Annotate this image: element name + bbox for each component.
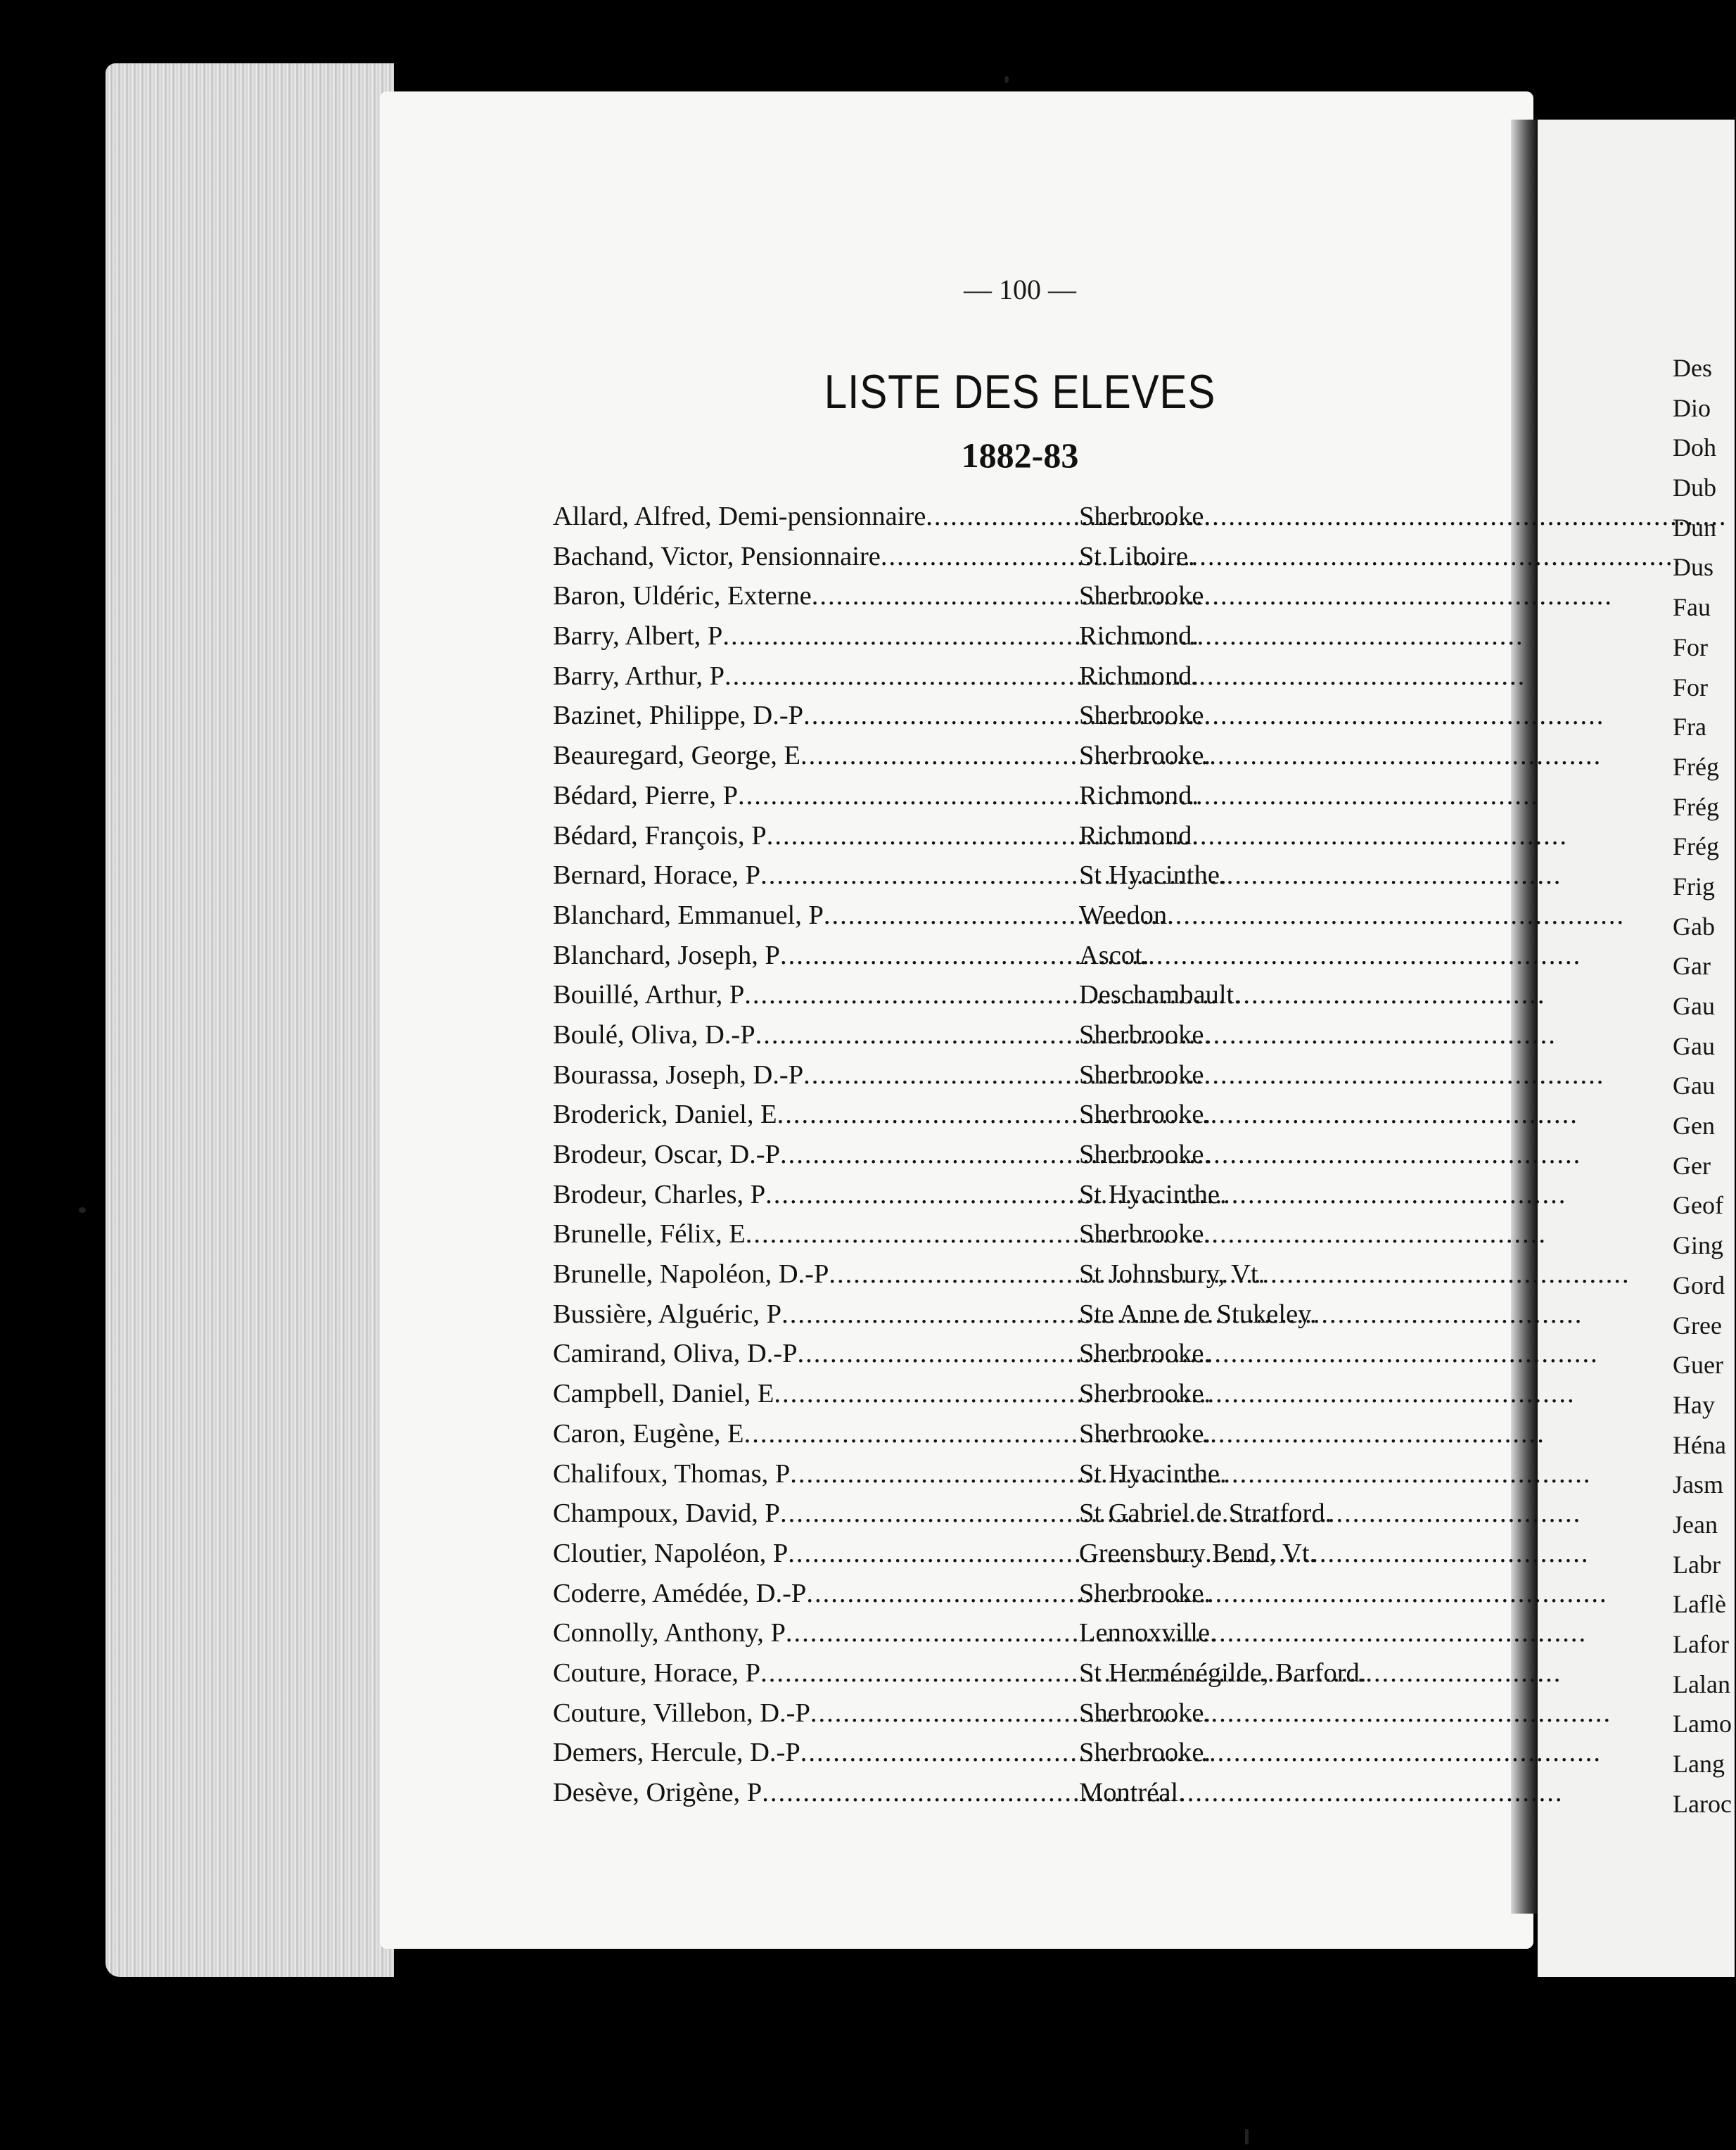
student-hometown: Ste Anne de Stukeley.	[1079, 1299, 1317, 1329]
student-row	[553, 1214, 1495, 1254]
student-name: Barry, Arthur, P .....	[553, 656, 1079, 696]
next-page-fragment: Fra	[1673, 713, 1706, 742]
next-page-fragment: Dus	[1673, 553, 1714, 582]
student-row	[553, 1693, 1495, 1734]
student-name: Cloutier, Napoléon, P .....	[553, 1534, 1079, 1574]
next-page-fragment: Labr	[1673, 1550, 1721, 1579]
next-page-fragment: Dio	[1673, 393, 1711, 422]
student-row	[553, 855, 1495, 896]
student-row	[553, 1653, 1495, 1693]
next-page-fragment: Ging	[1673, 1231, 1723, 1260]
student-row	[553, 656, 1495, 696]
student-row	[553, 1494, 1495, 1534]
student-row	[553, 1733, 1495, 1773]
student-hometown: Richmond.	[1079, 820, 1199, 851]
student-name: Camirand, Oliva, D.-P .....	[553, 1334, 1079, 1374]
student-hometown: St Hyacinthe.	[1079, 1458, 1227, 1489]
page-title: LISTE DES ELEVES	[824, 365, 1216, 419]
next-page-fragment: Guer	[1673, 1351, 1723, 1380]
student-hometown: Sherbrooke.	[1079, 1339, 1211, 1369]
student-hometown: Weedon.	[1079, 900, 1174, 930]
student-hometown: Sherbrooke.	[1079, 1219, 1211, 1249]
student-row	[553, 537, 1495, 577]
student-hometown: Ascot.	[1079, 940, 1149, 970]
student-row	[553, 816, 1495, 856]
student-name: Brodeur, Oscar, D.-P .....	[553, 1135, 1079, 1175]
student-name: Desève, Origène, P .....	[553, 1773, 1079, 1813]
student-hometown: St Johnsbury, Vt.	[1079, 1259, 1265, 1290]
next-page-fragment: Gau	[1673, 992, 1715, 1020]
student-hometown: Sherbrooke.	[1079, 1379, 1211, 1409]
student-row	[553, 1254, 1495, 1295]
student-hometown: Sherbrooke.	[1079, 1019, 1211, 1050]
student-row	[553, 1334, 1495, 1374]
student-name: Brunelle, Napoléon, D.-P .....	[553, 1254, 1079, 1295]
student-row	[553, 1534, 1495, 1574]
student-name: Couture, Villebon, D.-P .....	[553, 1693, 1079, 1734]
student-row	[553, 1175, 1495, 1215]
student-row	[553, 576, 1495, 616]
student-row	[553, 616, 1495, 656]
student-row	[553, 1135, 1495, 1175]
student-row	[553, 736, 1495, 776]
student-hometown: Sherbrooke.	[1079, 1578, 1211, 1608]
scan-speck	[1004, 76, 1009, 83]
student-row	[553, 696, 1495, 736]
student-row	[553, 776, 1495, 816]
student-row	[553, 1414, 1495, 1454]
next-page-fragments	[1673, 348, 1736, 1824]
student-name: Brodeur, Charles, P .....	[553, 1175, 1079, 1215]
next-page-fragment: Gau	[1673, 1071, 1715, 1100]
next-page-fragment: Jasm	[1673, 1470, 1723, 1499]
next-page-fragment: Gab	[1673, 912, 1715, 941]
page-stack-edge	[106, 63, 394, 1977]
next-page-fragment: Ger	[1673, 1151, 1711, 1180]
student-hometown: St Gabriel de Stratford.	[1079, 1499, 1332, 1529]
student-hometown: Montréal.	[1079, 1778, 1185, 1807]
student-hometown: Sherbrooke.	[1079, 502, 1211, 531]
student-row	[553, 1773, 1495, 1813]
student-hometown: Sherbrooke.	[1079, 1698, 1211, 1728]
student-name: Brunelle, Félix, E .....	[553, 1214, 1079, 1254]
student-hometown: Sherbrooke.	[1079, 1738, 1211, 1768]
student-row	[553, 1095, 1495, 1135]
next-page-fragment: Gar	[1673, 952, 1711, 981]
student-name: Allard, Alfred, Demi-pensionnaire .....	[553, 497, 1079, 537]
student-name: Bourassa, Joseph, D.-P .....	[553, 1055, 1079, 1095]
student-hometown: St Herménégilde, Barford.	[1079, 1658, 1367, 1688]
student-list	[553, 497, 1495, 1813]
next-page-fragment: Lamo	[1673, 1710, 1732, 1738]
student-row	[553, 1374, 1495, 1414]
next-page-fragment: Lalan	[1673, 1669, 1730, 1698]
next-page-fragment: Gau	[1673, 1031, 1715, 1060]
next-page-fragment: For	[1673, 673, 1709, 701]
student-name: Demers, Hercule, D.-P .....	[553, 1733, 1079, 1773]
student-name: Campbell, Daniel, E .....	[553, 1374, 1079, 1414]
student-name: Bachand, Victor, Pensionnaire .....	[553, 537, 1079, 577]
next-page-fragment: For	[1673, 632, 1709, 661]
student-name: Bussière, Alguéric, P .....	[553, 1295, 1079, 1335]
scan-speck	[79, 1207, 86, 1213]
student-row	[553, 1055, 1495, 1095]
student-name: Chalifoux, Thomas, P .....	[553, 1454, 1079, 1494]
student-name: Baron, Uldéric, Externe .....	[553, 576, 1079, 616]
student-hometown: Sherbrooke.	[1079, 741, 1211, 771]
student-name: Couture, Horace, P .....	[553, 1653, 1079, 1693]
next-page-fragment: Gree	[1673, 1311, 1722, 1340]
student-hometown: St Hyacinthe.	[1079, 1179, 1227, 1209]
student-name: Coderre, Amédée, D.-P .....	[553, 1574, 1079, 1614]
next-page-fragment: Frég	[1673, 792, 1719, 821]
student-hometown: St Liboire.	[1079, 541, 1195, 571]
student-hometown: Richmond.	[1079, 621, 1199, 651]
page-number: — 100 —	[964, 274, 1076, 305]
student-hometown: Sherbrooke.	[1079, 1140, 1211, 1169]
next-page-fragment: Gord	[1673, 1271, 1725, 1299]
student-row	[553, 1613, 1495, 1653]
student-hometown: Lennoxville.	[1079, 1618, 1217, 1648]
student-name: Champoux, David, P .....	[553, 1494, 1079, 1534]
next-page-fragment: Frég	[1673, 752, 1719, 781]
next-page-fragment: Doh	[1673, 433, 1716, 462]
next-page-fragment: Fau	[1673, 593, 1711, 622]
student-row	[553, 896, 1495, 936]
student-name: Barry, Albert, P .....	[553, 616, 1079, 656]
student-name: Bédard, François, P .....	[553, 816, 1079, 856]
student-hometown: Richmond.	[1079, 780, 1199, 810]
student-row	[553, 1574, 1495, 1614]
student-name: Bédard, Pierre, P .....	[553, 776, 1079, 816]
student-hometown: Richmond.	[1079, 661, 1199, 691]
student-name: Blanchard, Joseph, P .....	[553, 936, 1079, 976]
next-page-fragment: Laflè	[1673, 1590, 1726, 1619]
student-row	[553, 497, 1495, 537]
student-hometown: Deschambault.	[1079, 980, 1241, 1010]
student-name: Blanchard, Emmanuel, P .....	[553, 896, 1079, 936]
next-page-fragment: Jean	[1673, 1510, 1718, 1539]
next-page-fragment: Gen	[1673, 1112, 1715, 1140]
student-hometown: St Hyacinthe.	[1079, 860, 1227, 891]
next-page-fragment: Frég	[1673, 832, 1719, 861]
scan-speck	[1245, 2129, 1249, 2144]
student-row	[553, 1454, 1495, 1494]
next-page-fragment: Laroc	[1673, 1789, 1732, 1818]
student-hometown: Sherbrooke.	[1079, 1060, 1211, 1090]
next-page-fragment: Héna	[1673, 1430, 1726, 1459]
next-page-fragment: Lang	[1673, 1750, 1725, 1779]
student-row	[553, 1015, 1495, 1055]
next-page-fragment: Geof	[1673, 1191, 1723, 1220]
student-hometown: Sherbrooke.	[1079, 1100, 1211, 1130]
next-page-fragment: Frig	[1673, 872, 1716, 901]
student-name: Broderick, Daniel, E .....	[553, 1095, 1079, 1135]
next-page-fragment: Lafor	[1673, 1630, 1729, 1658]
next-page-fragment: Des	[1673, 354, 1712, 382]
student-hometown: Sherbrooke.	[1079, 1418, 1211, 1449]
student-name: Caron, Eugène, E .....	[553, 1414, 1079, 1454]
student-row	[553, 1295, 1495, 1335]
next-page-fragment: Dun	[1673, 513, 1716, 542]
next-page-fragment: Hay	[1673, 1390, 1715, 1419]
student-row	[553, 975, 1495, 1015]
student-name: Boulé, Oliva, D.-P .....	[553, 1015, 1079, 1055]
student-name: Beauregard, George, E .....	[553, 736, 1079, 776]
student-row	[553, 936, 1495, 976]
student-hometown: Sherbrooke.	[1079, 701, 1211, 731]
student-name: Bazinet, Philippe, D.-P .....	[553, 696, 1079, 736]
student-name: Bouillé, Arthur, P .....	[553, 975, 1079, 1015]
student-name: Connolly, Anthony, P .....	[553, 1613, 1079, 1653]
school-year: 1882-83	[961, 435, 1079, 475]
student-name: Bernard, Horace, P .....	[553, 855, 1079, 896]
student-hometown: Sherbrooke.	[1079, 581, 1211, 611]
student-hometown: Greensbury Bend, Vt.	[1079, 1538, 1317, 1568]
next-page-fragment: Dub	[1673, 473, 1716, 502]
